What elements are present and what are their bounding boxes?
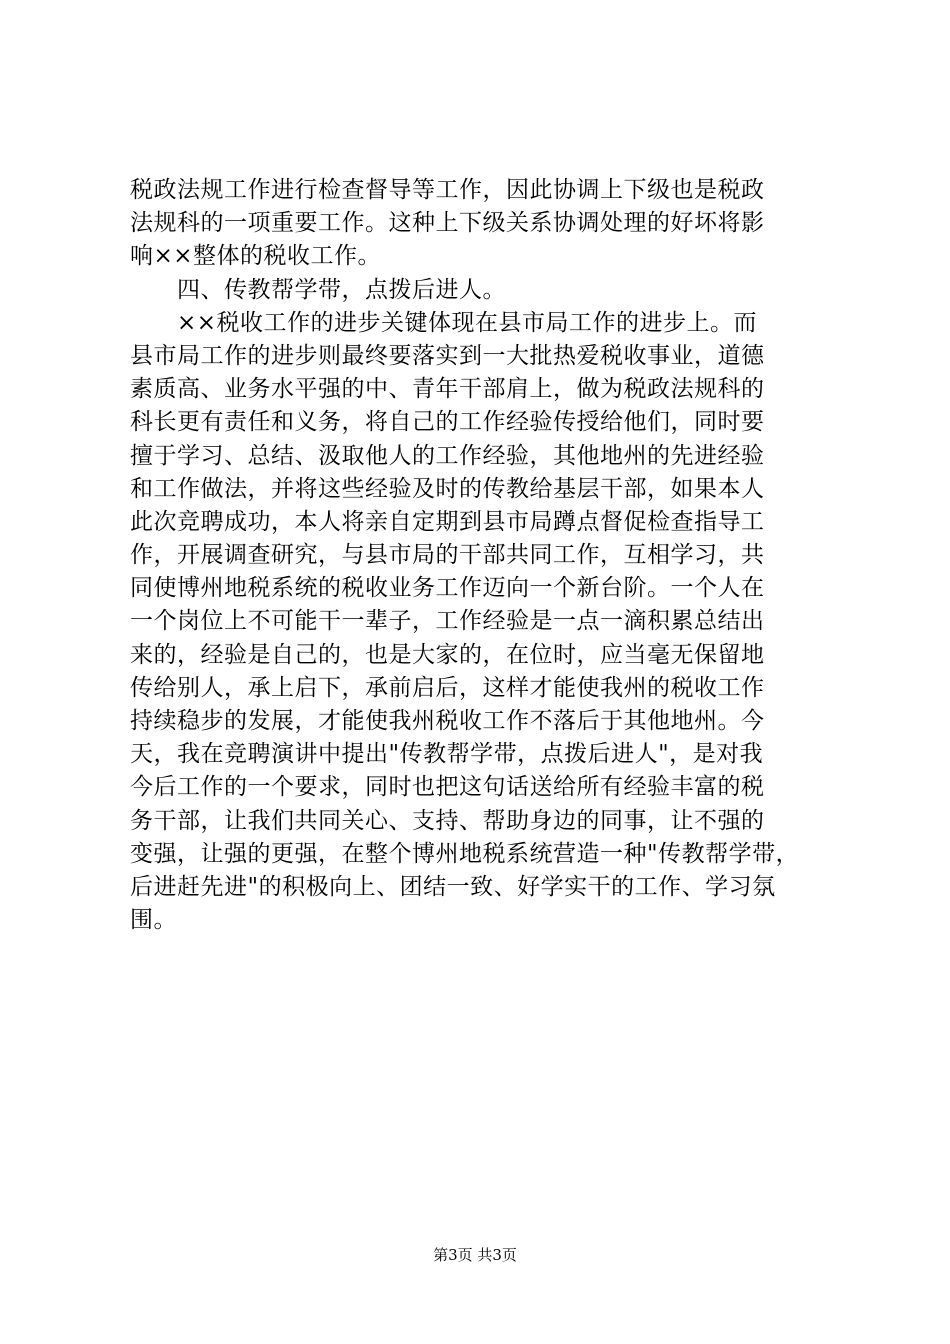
text-line: 同使博州地税系统的税收业务工作迈向一个新台阶。一个人在 [130,575,765,602]
text-line: 作，开展调查研究，与县市局的干部共同工作，互相学习，共 [130,542,765,569]
text-line: ××税收工作的进步关键体现在县市局工作的进步上。而 [130,309,758,336]
text-line: 围。 [130,907,177,934]
text-line: 来的，经验是自己的，也是大家的，在位时，应当毫无保留地 [130,641,765,668]
text-line: 科长更有责任和义务，将自己的工作经验传授给他们，同时要 [130,409,765,436]
text-line: 法规科的一项重要工作。这种上下级关系协调处理的好坏将影 [130,210,765,237]
text-line: 县市局工作的进步则最终要落实到一大批热爱税收事业，道德 [130,342,765,369]
page-number-footer: 第3页 共3页 [433,1246,517,1264]
text-line: 务干部，让我们共同关心、支持、帮助身边的同事，让不强的 [130,807,765,834]
text-line: 响××整体的税收工作。 [130,243,382,270]
section-heading: 四、传教帮学带，点拨后进人。 [130,276,506,303]
text-line: 此次竞聘成功，本人将亲自定期到县市局蹲点督促检查指导工 [130,508,765,535]
text-line: 传给别人，承上启下，承前启后，这样才能使我州的税收工作 [130,674,765,701]
text-line: 后进赶先进"的积极向上、团结一致、好学实干的工作、学习氛 [130,873,776,900]
text-line: 擅于学习、总结、汲取他人的工作经验，其他地州的先进经验 [130,442,765,469]
text-line: 今后工作的一个要求，同时也把这句话送给所有经验丰富的税 [130,774,765,801]
text-line: 天，我在竞聘演讲中提出"传教帮学带，点拨后进人"，是对我 [130,741,764,768]
text-line: 税政法规工作进行检查督导等工作，因此协调上下级也是税政 [130,177,765,203]
text-line: 变强，让强的更强，在整个博州地税系统营造一种"传教帮学带， [130,840,800,867]
text-line: 持续稳步的发展，才能使我州税收工作不落后于其他地州。今 [130,708,765,734]
text-line: 素质高、业务水平强的中、青年干部肩上，做为税政法规科的 [130,376,765,403]
text-line: 和工作做法，并将这些经验及时的传教给基层干部，如果本人 [130,475,765,502]
document-body [130,174,830,937]
text-line: 一个岗位上不可能干一辈子，工作经验是一点一滴积累总结出 [130,608,765,635]
